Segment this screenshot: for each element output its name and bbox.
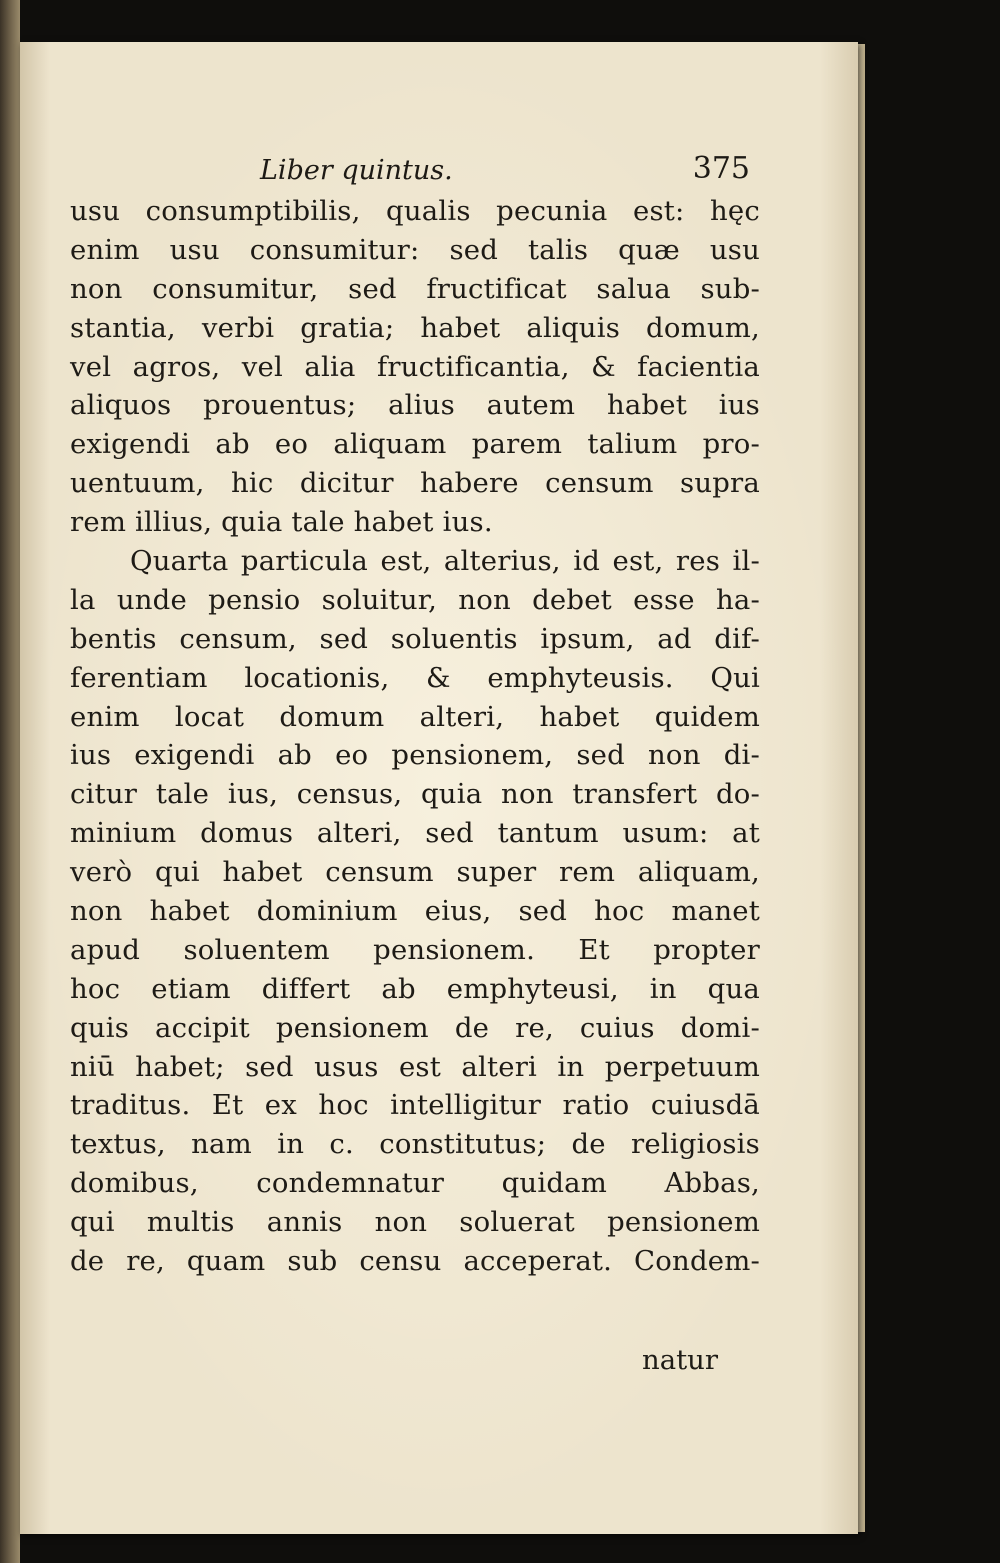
text-line: quis accipit pensionem de re, cuius domi- (70, 1011, 760, 1044)
text-line: niū habet; sed usus est alteri in perpetuum (70, 1050, 760, 1083)
text-line: vel agros, vel alia fructificantia, & facientia (70, 350, 760, 383)
text-line: non habet dominium eius, sed hoc manet (70, 895, 760, 928)
text-line: aliquos prouentus; alius autem habet ius (70, 389, 760, 422)
text-line: ferentiam locationis, & emphyteusis. Qui (70, 661, 760, 694)
running-head (90, 147, 750, 197)
text-line: enim usu consumitur: sed talis quæ usu (70, 233, 760, 266)
text-line: qui multis annis non soluerat pensionem (70, 1206, 760, 1239)
text-line: Quarta particula est, alterius, id est, res il- (130, 545, 760, 578)
text-line: traditus. Et ex hoc intelligitur ratio cuiusdā (70, 1089, 760, 1122)
text-line: bentis censum, sed soluentis ipsum, ad dif- (70, 622, 760, 655)
text-line: uentuum, hic dicitur habere censum supra (70, 467, 760, 500)
page-number: 375 (692, 151, 750, 186)
text-block (70, 192, 760, 1281)
text-line: exigendi ab eo aliquam parem talium pro- (70, 428, 760, 461)
text-line: non consumitur, sed fructificat salua sub- (70, 272, 760, 305)
text-line: rem illius, quia tale habet ius. (70, 506, 493, 539)
text-line: la unde pensio soluitur, non debet esse ha- (70, 583, 760, 616)
book-spine (0, 0, 20, 1563)
book-page (20, 42, 858, 1534)
text-line: textus, nam in c. constitutus; de religiosis (70, 1128, 760, 1161)
text-line: citur tale ius, census, quia non transfert do- (70, 778, 760, 811)
text-line: ius exigendi ab eo pensionem, sed non di- (70, 739, 760, 772)
text-line: de re, quam sub censu acceperat. Condem- (70, 1245, 760, 1278)
text-line: stantia, verbi gratia; habet aliquis domum, (70, 311, 760, 344)
text-line: usu consumptibilis, qualis pecunia est: hęc (70, 195, 760, 227)
catchword: natur (641, 1344, 718, 1376)
text-line: verò qui habet censum super rem aliquam, (70, 856, 760, 889)
text-line: enim locat domum alteri, habet quidem (70, 700, 760, 733)
text-line: domibus, condemnatur quidam Abbas, (70, 1167, 760, 1200)
text-line: hoc etiam differt ab emphyteusi, in qua (70, 972, 760, 1005)
text-line: minium domus alteri, sed tantum usum: at (70, 817, 760, 850)
text-line: apud soluentem pensionem. Et propter (70, 933, 760, 966)
running-title: Liber quintus. (260, 155, 453, 186)
